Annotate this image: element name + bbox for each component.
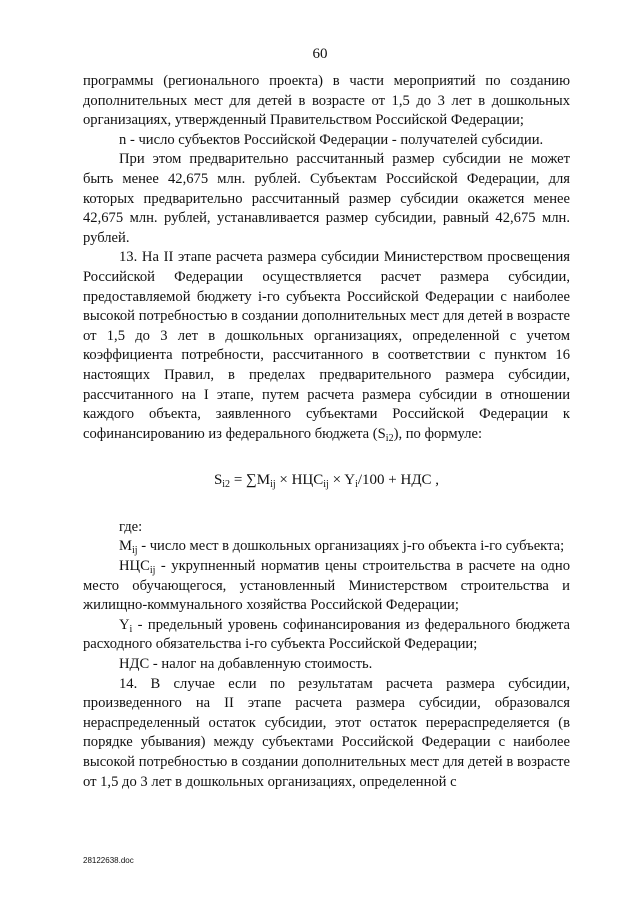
paragraph-13-subscript: i2	[385, 432, 394, 444]
definition-text: - налог на добавленную стоимость.	[149, 656, 373, 673]
formula-lhs: S	[213, 472, 223, 489]
definition-ncs	[83, 557, 570, 616]
definition-symbol: Y	[119, 616, 130, 633]
footer-filename: 28122638.doc	[83, 856, 134, 865]
paragraph-13-text: 13. На II этапе расчета размера субсидии Министерством просвещения Российской Федерации осуществляется расчет размера субсидии, предоставляемой бюджету i-го субъекта Российской Федерации с наиболее высокой потребностью в создании дополнительных мест для детей в возрасте от 1,5 до 3 лет в дошкольных организациях, определенной с учетом коэффициента потребности, рассчитанного в соответствии с пунктом 16 настоящих Правил, в пределах предварительного размера субсидии, рассчитанного на I этапе, путем расчета размера субсидии в отношении каждого объекта, заявленного субъектами Российской Федерации к софинансированию из федерального бюджета (S	[83, 249, 570, 442]
formula-y-sub: i	[355, 479, 358, 491]
paragraph-n-definition: n - число субъектов Российской Федерации - получателей субсидии.	[119, 131, 544, 148]
formula-m-sub: ij	[270, 479, 276, 491]
definition-symbol: НДС	[119, 656, 150, 673]
definition-text: - предельный уровень софинансирования из федерального бюджета расходного обязательства i-го субъекта Российской Федерации;	[83, 616, 570, 653]
paragraph-14: 14. В случае если по результатам расчета размера субсидии, произведенного на II этапе расчета размера субсидии, образовался нераспределенный остаток субсидии, этот остаток перераспределяется (в порядке убывания) между субъектами Российской Федерации с наиболее высокой потребностью в создании дополнительных мест для детей в возрасте от 1,5 до 3 лет в дошкольных организациях, определенной с	[83, 675, 570, 790]
definition-subscript: ij	[149, 565, 156, 577]
definition-text: - укрупненный норматив цены строительства в расчете на одно место обучающегося, установленный Министерством строительства и жилищно-коммунального хозяйства Российской Федерации;	[83, 558, 570, 614]
definition-vat	[83, 655, 570, 675]
formula-eq: = ∑M	[230, 472, 271, 489]
formula-t2: × Y	[328, 472, 356, 489]
formula-t1: × НЦС	[275, 472, 324, 489]
paragraph-13-tail: ), по формуле:	[393, 425, 483, 442]
paragraph-13	[83, 248, 570, 444]
formula-t3: /100 + НДС ,	[357, 472, 440, 489]
definition-m	[83, 537, 570, 557]
formula-lhs-sub: i2	[222, 479, 231, 491]
document-body	[83, 72, 570, 792]
definition-subscript: ij	[131, 545, 138, 557]
where-label: где:	[119, 518, 143, 535]
definition-symbol: M	[119, 538, 132, 555]
page-number: 60	[312, 46, 328, 62]
definition-text: - число мест в дошкольных организациях j-го объекта i-го субъекта;	[137, 538, 565, 555]
definition-symbol: НЦС	[119, 558, 150, 575]
paragraph-minimum-subsidy: При этом предварительно рассчитанный размер субсидии не может быть менее 42,675 млн. рублей. Субъектам Российской Федерации, для которых предварительно рассчитанный размер субсидии окажется менее 42,675 млн. рублей, устанавливается размер субсидии, равный 42,675 млн. рублей.	[83, 151, 570, 246]
definition-y	[83, 616, 570, 655]
formula-ncs-sub: ij	[323, 479, 329, 491]
paragraph-program: программы (регионального проекта) в части мероприятий по созданию дополнительных мест для детей в возрасте от 1,5 до 3 лет в дошкольных организациях, утвержденный Правительством Российской Федерации;	[83, 73, 570, 129]
formula	[83, 471, 570, 491]
definition-subscript: i	[129, 623, 133, 635]
